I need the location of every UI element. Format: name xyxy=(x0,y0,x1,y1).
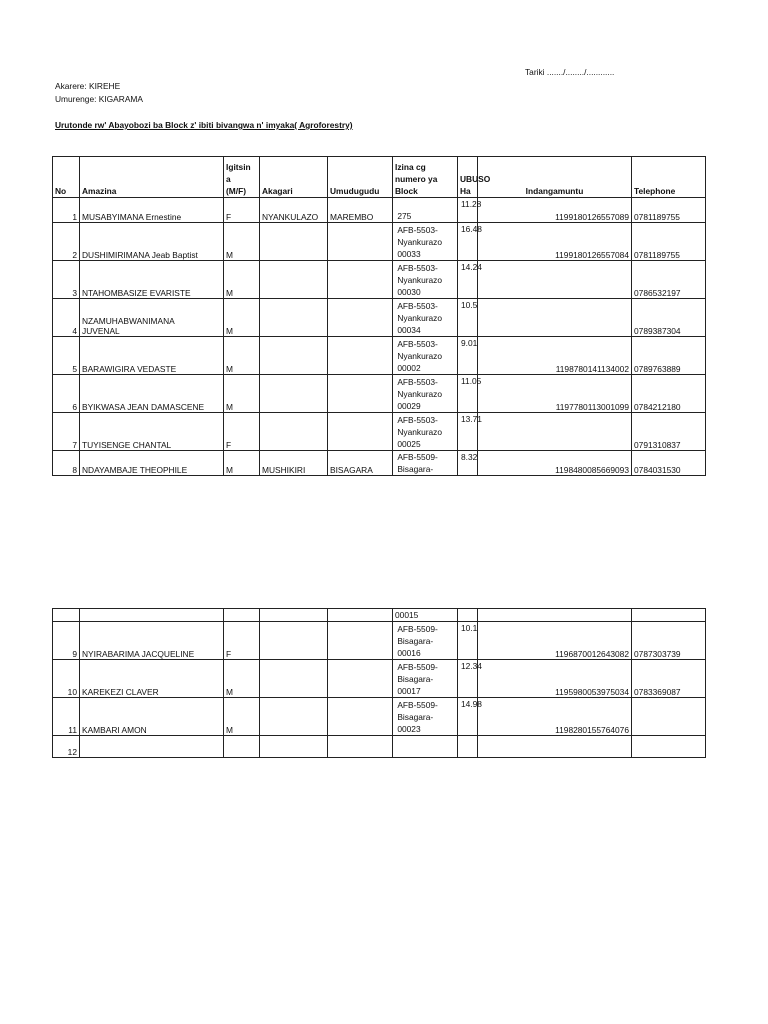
cell-name-cell xyxy=(260,375,328,413)
date-line: Tariki ......./......../............ xyxy=(525,67,615,77)
village-cell xyxy=(328,299,393,337)
sex-cell: M xyxy=(224,451,260,476)
name-cell: NZAMUHABWANIMANA JUVENAL xyxy=(80,299,224,337)
row-number: 2 xyxy=(53,223,80,261)
cell-name-cell xyxy=(260,223,328,261)
area-cell xyxy=(458,261,482,299)
row-number: 11 xyxy=(53,698,80,736)
sex-cell: M xyxy=(224,223,260,261)
phone-cell: 0786532197 xyxy=(632,261,706,299)
area-value: 10.5 xyxy=(461,300,478,310)
agroforestry-leaders-table xyxy=(52,156,706,476)
sector-label: Umurenge: KIGARAMA xyxy=(55,94,143,104)
name-cell: KAREKEZI CLAVER xyxy=(80,660,224,698)
name-cell: BARAWIGIRA VEDASTE xyxy=(80,337,224,375)
row-number: 12 xyxy=(53,736,80,758)
id-cell: 1197780113001099 xyxy=(478,375,632,413)
phone-cell: 0789387304 xyxy=(632,299,706,337)
sex-cell: M xyxy=(224,337,260,375)
block-cell: AFB-5503- Nyankurazo 00025 xyxy=(393,413,458,451)
block-cell: AFB-5509- Bisagara- 00023 xyxy=(393,698,458,736)
area-cell xyxy=(458,698,482,736)
village-cell xyxy=(328,413,393,451)
table-row xyxy=(53,622,706,660)
table-row xyxy=(53,299,706,337)
name-cell: NYIRABARIMA JACQUELINE xyxy=(80,622,224,660)
area-cell xyxy=(458,299,478,337)
id-cell xyxy=(478,413,632,451)
block-cell xyxy=(393,736,458,758)
table-row xyxy=(53,198,706,223)
village-cell xyxy=(328,622,393,660)
table-row xyxy=(53,736,706,758)
col-header-block: Izina cg numero ya Block xyxy=(393,157,458,198)
cell-name-cell xyxy=(260,698,328,736)
name-cell: TUYISENGE CHANTAL xyxy=(80,413,224,451)
phone-cell xyxy=(632,736,706,758)
area-cell xyxy=(458,223,482,261)
col-header-sex: Igitsin a (M/F) xyxy=(224,157,260,198)
block-cell: AFB-5503- Nyankurazo 00002 xyxy=(393,337,458,375)
col-header-name: Amazina xyxy=(80,157,224,198)
name-cell: NDAYAMBAJE THEOPHILE xyxy=(80,451,224,476)
phone-cell: 0784031530 xyxy=(632,451,706,476)
area-cell xyxy=(458,337,478,375)
row-number: 1 xyxy=(53,198,80,223)
row-number: 3 xyxy=(53,261,80,299)
id-cell: 1195980053975034 xyxy=(478,660,632,698)
phone-cell: 0781189755 xyxy=(632,223,706,261)
id-cell xyxy=(478,736,632,758)
table-row xyxy=(53,698,706,736)
row-number: 9 xyxy=(53,622,80,660)
village-cell: MAREMBO xyxy=(328,198,393,223)
area-value: 11.28 xyxy=(461,199,482,209)
table-row-continuation xyxy=(53,609,706,622)
area-value: 11.05 xyxy=(461,376,482,386)
cell-name-cell xyxy=(260,261,328,299)
sex-cell: M xyxy=(224,660,260,698)
block-cell: AFB-5503- Nyankurazo 00034 xyxy=(393,299,458,337)
cell-name-cell xyxy=(260,736,328,758)
area-value: 16.48 xyxy=(461,224,482,234)
col-header-area: UBUSO Ha xyxy=(458,157,478,198)
area-cell xyxy=(458,451,478,476)
block-cell: AFB-5509- Bisagara- xyxy=(393,451,458,476)
row-number: 5 xyxy=(53,337,80,375)
cell-name-cell xyxy=(260,622,328,660)
table-row xyxy=(53,660,706,698)
sex-cell: M xyxy=(224,299,260,337)
col-header-phone: Telephone xyxy=(632,157,706,198)
sex-cell: F xyxy=(224,198,260,223)
area-cell xyxy=(458,622,478,660)
cell-name-cell xyxy=(260,660,328,698)
area-value: 8.32 xyxy=(461,452,478,462)
phone-cell: 0784212180 xyxy=(632,375,706,413)
sex-cell: F xyxy=(224,622,260,660)
block-cell: AFB-5503- Nyankurazo 00030 xyxy=(393,261,458,299)
area-value: 13.71 xyxy=(461,414,482,424)
sex-cell: M xyxy=(224,698,260,736)
phone-cell: 0787303739 xyxy=(632,622,706,660)
id-cell: 1199180126557089 xyxy=(478,198,632,223)
name-cell: MUSABYIMANA Ernestine xyxy=(80,198,224,223)
sex-cell: M xyxy=(224,261,260,299)
phone-cell xyxy=(632,698,706,736)
name-cell: NTAHOMBASIZE EVARISTE xyxy=(80,261,224,299)
table-row xyxy=(53,413,706,451)
phone-cell: 0789763889 xyxy=(632,337,706,375)
area-value: 10.1 xyxy=(461,623,478,633)
col-header-id: Indangamuntu xyxy=(478,157,632,198)
row-number: 10 xyxy=(53,660,80,698)
village-cell xyxy=(328,660,393,698)
block-cell: AFB-5509- Bisagara- 00016 xyxy=(393,622,458,660)
area-value: 14.24 xyxy=(461,262,482,272)
area-cell xyxy=(458,198,482,223)
name-cell: KAMBARI AMON xyxy=(80,698,224,736)
sex-cell: F xyxy=(224,413,260,451)
sex-cell: M xyxy=(224,375,260,413)
block-cell: AFB-5509- Bisagara- 00017 xyxy=(393,660,458,698)
block-cell: 00015 xyxy=(393,609,458,622)
col-header-village: Umudugudu xyxy=(328,157,393,198)
table-row xyxy=(53,375,706,413)
block-cell: AFB-5503- Nyankurazo 00029 xyxy=(393,375,458,413)
id-cell: 1198480085669093 xyxy=(478,451,632,476)
cell-name-cell xyxy=(260,337,328,375)
cell-name-cell: MUSHIKIRI xyxy=(260,451,328,476)
area-cell xyxy=(458,375,482,413)
area-cell xyxy=(458,413,482,451)
table-row xyxy=(53,261,706,299)
cell-name-cell xyxy=(260,413,328,451)
phone-cell: 0783369087 xyxy=(632,660,706,698)
document-title: Urutonde rw' Abayobozi ba Block z' ibiti bivangwa n' imyaka( Agroforestry) xyxy=(55,120,353,130)
village-cell xyxy=(328,337,393,375)
area-cell xyxy=(458,660,482,698)
row-number: 4 xyxy=(53,299,80,337)
area-value: 14.98 xyxy=(461,699,482,709)
name-cell xyxy=(80,736,224,758)
village-cell xyxy=(328,736,393,758)
id-cell xyxy=(478,299,632,337)
block-cell: 275 xyxy=(393,198,458,223)
village-cell xyxy=(328,375,393,413)
table-row xyxy=(53,337,706,375)
village-cell: BISAGARA xyxy=(328,451,393,476)
name-cell: BYIKWASA JEAN DAMASCENE xyxy=(80,375,224,413)
col-header-cell: Akagari xyxy=(260,157,328,198)
area-cell xyxy=(458,736,478,758)
name-cell: DUSHIMIRIMANA Jeab Baptist xyxy=(80,223,224,261)
cell-name-cell xyxy=(260,299,328,337)
id-cell: 1198780141134002 xyxy=(478,337,632,375)
table-row xyxy=(53,451,706,476)
id-cell: 1196870012643082 xyxy=(478,622,632,660)
agroforestry-leaders-table-continued xyxy=(52,608,706,758)
col-header-no: No xyxy=(53,157,80,198)
id-cell: 1199180126557084 xyxy=(478,223,632,261)
table-row xyxy=(53,223,706,261)
village-cell xyxy=(328,223,393,261)
sex-cell xyxy=(224,736,260,758)
cell-name-cell: NYANKULAZO xyxy=(260,198,328,223)
row-number: 7 xyxy=(53,413,80,451)
phone-cell: 0781189755 xyxy=(632,198,706,223)
row-number: 8 xyxy=(53,451,80,476)
area-value: 9.01 xyxy=(461,338,478,348)
table-header xyxy=(53,157,706,198)
area-value: 12.34 xyxy=(461,661,482,671)
village-cell xyxy=(328,698,393,736)
block-cell: AFB-5503- Nyankurazo 00033 xyxy=(393,223,458,261)
phone-cell: 0791310837 xyxy=(632,413,706,451)
id-cell xyxy=(478,261,632,299)
id-cell: 1198280155764076 xyxy=(478,698,632,736)
village-cell xyxy=(328,261,393,299)
row-number: 6 xyxy=(53,375,80,413)
district-label: Akarere: KIREHE xyxy=(55,81,121,91)
